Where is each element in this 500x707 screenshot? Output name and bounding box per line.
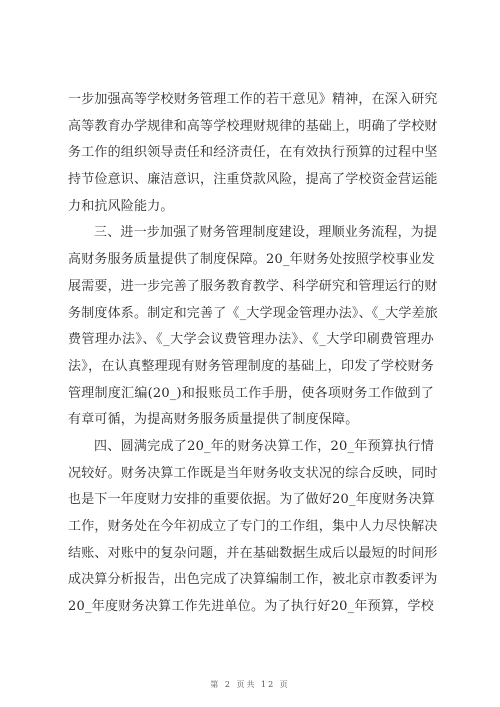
paragraph-start-line: 三、进一步加强了财务管理制度建设，理顺业务流程，为提 [94,225,438,241]
text-line: 务制度体系。制定和完善了《_大学现金管理办法》、《_大学差旅 [68,305,439,321]
text-line: 也是下一年度财力安排的重要依据。为了做好20_年度财务决算 [68,492,435,508]
text-line: 工作，财务处在今年初成立了专门的工作组，集中人力尽快解决 [68,519,438,534]
text-line: 持节俭意识、廉洁意识，注重贷款风险，提高了学校资金营运能 [68,172,438,188]
text-line: 管理制度汇编(20_)和报账员工作手册，使各项财务工作做到了 [68,385,434,401]
footer-middle: 页共 [236,680,257,689]
text-line: 况较好。财务决算工作既是当年财务收支状况的综合反映，同时 [68,465,438,481]
text-line: 结账、对账中的复杂问题，并在基础数据生成后以最短的时间形 [68,545,438,561]
page-footer [0,679,500,690]
footer-prefix: 第 [210,680,221,689]
text-line: 高等教育办学规律和高等学校理财规律的基础上，明确了学校财 [68,118,438,134]
paragraph-start-line: 四、圆满完成了20_年的财务决算工作，20_年预算执行情 [94,438,434,454]
body-text [68,87,439,621]
text-line: 费管理办法》、《_大学会议费管理办法》、《_大学印刷费管理办 [68,332,434,348]
footer-suffix: 页 [279,680,290,689]
text-line: 展需要，进一步完善了服务教育教学、科学研究和管理运行的财 [68,278,438,294]
text-line: 力和抗风险能力。 [68,198,174,214]
text-line: 法》，在认真整理现有财务管理制度的基础上，印发了学校财务 [68,358,434,374]
text-line: 一步加强高等学校财务管理工作的若干意见》精神，在深入研究 [68,92,438,107]
text-line: 高财务服务质量提供了制度保障。20_年财务处按照学校事业发 [68,252,435,268]
text-line: 成决算分析报告，出色完成了决算编制工作，被北京市教委评为 [68,572,438,588]
footer-page-number: 2 [224,680,232,689]
text-line: 有章可循，为提高财务服务质量提供了制度保障。 [68,412,359,428]
footer-total-pages: 12 [261,680,276,689]
text-line: 务工作的组织领导责任和经济责任，在有效执行预算的过程中坚 [68,145,438,161]
text-line: 20_年度财务决算工作先进单位。为了执行好20_年预算，学校 [68,599,434,615]
